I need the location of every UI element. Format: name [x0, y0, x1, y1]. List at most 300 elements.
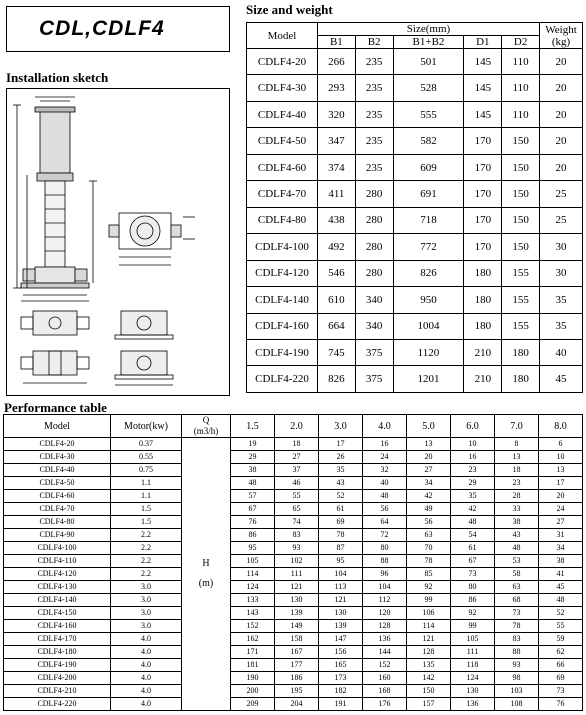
- head-value-cell: 152: [231, 620, 275, 633]
- head-value-cell: 29: [231, 451, 275, 464]
- value-cell: 235: [355, 49, 393, 75]
- size-subcolumn-header: B1: [318, 36, 356, 49]
- model-cell: CDLF4-60: [247, 154, 318, 180]
- table-row: [4, 451, 583, 464]
- value-cell: 1201: [393, 366, 464, 393]
- head-value-cell: 124: [451, 672, 495, 685]
- head-value-cell: 53: [495, 555, 539, 568]
- head-value-cell: 120: [363, 607, 407, 620]
- head-value-cell: 24: [539, 503, 583, 516]
- value-cell: 235: [355, 101, 393, 127]
- value-cell: 20: [540, 49, 583, 75]
- value-cell: 235: [355, 75, 393, 101]
- value-cell: 170: [464, 207, 502, 233]
- value-cell: 528: [393, 75, 464, 101]
- head-value-cell: 16: [451, 451, 495, 464]
- perf-motor-cell: 2.2: [111, 568, 182, 581]
- model-cell: CDLF4-120: [247, 260, 318, 286]
- head-value-cell: 17: [319, 438, 363, 451]
- value-cell: 150: [502, 154, 540, 180]
- head-value-cell: 93: [495, 659, 539, 672]
- head-value-cell: 48: [495, 542, 539, 555]
- perf-model-cell: CDLF4-150: [4, 607, 111, 620]
- head-value-cell: 48: [363, 490, 407, 503]
- table-row: [247, 234, 583, 260]
- table-row: [4, 490, 583, 503]
- flow-header: 8.0: [539, 415, 583, 438]
- flow-label: Q (m3/h): [182, 415, 231, 438]
- head-value-cell: 45: [539, 581, 583, 594]
- value-cell: 375: [355, 366, 393, 393]
- head-value-cell: 66: [539, 659, 583, 672]
- head-value-cell: 42: [451, 503, 495, 516]
- head-value-cell: 118: [451, 659, 495, 672]
- head-value-cell: 19: [231, 438, 275, 451]
- value-cell: 210: [464, 339, 502, 365]
- value-cell: 610: [318, 287, 356, 313]
- head-value-cell: 23: [495, 477, 539, 490]
- head-value-cell: 104: [319, 568, 363, 581]
- head-value-cell: 136: [363, 633, 407, 646]
- model-cell: CDLF4-20: [247, 49, 318, 75]
- head-value-cell: 105: [231, 555, 275, 568]
- size-subcolumn-header: D1: [464, 36, 502, 49]
- table-row: [4, 633, 583, 646]
- head-value-cell: 142: [407, 672, 451, 685]
- head-value-cell: 92: [451, 607, 495, 620]
- value-cell: 826: [318, 366, 356, 393]
- value-cell: 35: [540, 287, 583, 313]
- value-cell: 40: [540, 339, 583, 365]
- perf-motor-cell: 2.2: [111, 555, 182, 568]
- value-cell: 180: [502, 339, 540, 365]
- head-value-cell: 92: [407, 581, 451, 594]
- perf-model-cell: CDLF4-190: [4, 659, 111, 672]
- head-value-cell: 43: [319, 477, 363, 490]
- head-value-cell: 20: [407, 451, 451, 464]
- value-cell: 35: [540, 313, 583, 339]
- value-cell: 110: [502, 101, 540, 127]
- value-cell: 826: [393, 260, 464, 286]
- value-cell: 150: [502, 128, 540, 154]
- value-cell: 30: [540, 260, 583, 286]
- head-value-cell: 130: [275, 594, 319, 607]
- head-value-cell: 162: [231, 633, 275, 646]
- head-value-cell: 85: [407, 568, 451, 581]
- performance-table-heading: Performance table: [4, 400, 107, 415]
- head-value-cell: 165: [319, 659, 363, 672]
- head-value-cell: 27: [539, 516, 583, 529]
- head-value-cell: 38: [539, 555, 583, 568]
- head-value-cell: 78: [407, 555, 451, 568]
- model-cell: CDLF4-220: [247, 366, 318, 393]
- perf-model-cell: CDLF4-40: [4, 464, 111, 477]
- head-value-cell: 186: [275, 672, 319, 685]
- head-value-cell: 204: [275, 698, 319, 711]
- size-subcolumn-header: B1+B2: [393, 36, 464, 49]
- head-value-cell: 121: [319, 594, 363, 607]
- value-cell: 180: [502, 366, 540, 393]
- head-value-cell: 58: [495, 568, 539, 581]
- head-value-cell: 121: [275, 581, 319, 594]
- value-cell: 20: [540, 154, 583, 180]
- value-cell: 20: [540, 101, 583, 127]
- head-value-cell: 171: [231, 646, 275, 659]
- value-cell: 320: [318, 101, 356, 127]
- model-cell: CDLF4-40: [247, 101, 318, 127]
- perf-model-cell: CDLF4-100: [4, 542, 111, 555]
- head-value-cell: 209: [231, 698, 275, 711]
- size-subcolumn-header: B2: [355, 36, 393, 49]
- head-value-cell: 80: [363, 542, 407, 555]
- perf-model-cell: CDLF4-170: [4, 633, 111, 646]
- head-value-cell: 111: [451, 646, 495, 659]
- table-row: [4, 568, 583, 581]
- head-value-cell: 29: [451, 477, 495, 490]
- value-cell: 280: [355, 181, 393, 207]
- perf-model-cell: CDLF4-30: [4, 451, 111, 464]
- value-cell: 30: [540, 234, 583, 260]
- head-value-cell: 73: [495, 607, 539, 620]
- head-value-cell: 87: [319, 542, 363, 555]
- perf-model-cell: CDLF4-200: [4, 672, 111, 685]
- head-value-cell: 20: [539, 490, 583, 503]
- perf-model-cell: CDLF4-210: [4, 685, 111, 698]
- head-value-cell: 28: [495, 490, 539, 503]
- value-cell: 145: [464, 75, 502, 101]
- value-cell: 340: [355, 313, 393, 339]
- head-value-cell: 167: [275, 646, 319, 659]
- head-value-cell: 16: [363, 438, 407, 451]
- table-row: [247, 339, 583, 365]
- head-value-cell: 55: [539, 620, 583, 633]
- head-value-cell: 177: [275, 659, 319, 672]
- perf-model-cell: CDLF4-110: [4, 555, 111, 568]
- head-value-cell: 57: [231, 490, 275, 503]
- head-value-cell: 106: [407, 607, 451, 620]
- head-value-cell: 88: [495, 646, 539, 659]
- head-value-cell: 168: [363, 685, 407, 698]
- perf-motor-cell: 3.0: [111, 607, 182, 620]
- head-value-cell: 83: [495, 633, 539, 646]
- value-cell: 150: [502, 234, 540, 260]
- value-cell: 25: [540, 181, 583, 207]
- model-cell: CDLF4-50: [247, 128, 318, 154]
- value-cell: 180: [464, 260, 502, 286]
- perf-model-cell: CDLF4-140: [4, 594, 111, 607]
- head-value-cell: 108: [495, 698, 539, 711]
- head-value-cell: 74: [275, 516, 319, 529]
- head-value-cell: 33: [495, 503, 539, 516]
- head-value-cell: 52: [319, 490, 363, 503]
- head-value-cell: 99: [451, 620, 495, 633]
- table-row: [4, 438, 583, 451]
- table-row: [247, 366, 583, 393]
- head-value-cell: 27: [275, 451, 319, 464]
- head-value-cell: 49: [407, 503, 451, 516]
- table-row: [247, 154, 583, 180]
- head-value-cell: 67: [451, 555, 495, 568]
- value-cell: 546: [318, 260, 356, 286]
- value-cell: 25: [540, 207, 583, 233]
- installation-sketch-heading: Installation sketch: [6, 70, 109, 85]
- head-value-cell: 61: [319, 503, 363, 516]
- table-row: [4, 516, 583, 529]
- head-value-cell: 63: [407, 529, 451, 542]
- head-value-cell: 96: [363, 568, 407, 581]
- table-row: [4, 555, 583, 568]
- head-value-cell: 114: [407, 620, 451, 633]
- model-cell: CDLF4-160: [247, 313, 318, 339]
- value-cell: 110: [502, 49, 540, 75]
- head-value-cell: 200: [231, 685, 275, 698]
- head-value-cell: 157: [407, 698, 451, 711]
- head-value-cell: 62: [539, 646, 583, 659]
- head-value-cell: 149: [275, 620, 319, 633]
- table-row: [4, 581, 583, 594]
- perf-motor-cell: 3.0: [111, 620, 182, 633]
- value-cell: 280: [355, 234, 393, 260]
- value-cell: 145: [464, 49, 502, 75]
- head-value-cell: 68: [495, 594, 539, 607]
- head-value-cell: 69: [319, 516, 363, 529]
- perf-model-cell: CDLF4-60: [4, 490, 111, 503]
- perf-motor-cell: 2.2: [111, 542, 182, 555]
- head-value-cell: 76: [539, 698, 583, 711]
- head-value-cell: 139: [319, 620, 363, 633]
- table-row: [4, 594, 583, 607]
- table-row: [247, 207, 583, 233]
- perf-motor-cell: 4.0: [111, 633, 182, 646]
- perf-model-cell: CDLF4-20: [4, 438, 111, 451]
- performance-table: [3, 414, 583, 711]
- model-cell: CDLF4-100: [247, 234, 318, 260]
- head-label: H (m): [182, 438, 231, 711]
- value-cell: 280: [355, 207, 393, 233]
- head-value-cell: 111: [275, 568, 319, 581]
- perf-motor-cell: 0.75: [111, 464, 182, 477]
- model-cell: CDLF4-80: [247, 207, 318, 233]
- head-value-cell: 72: [363, 529, 407, 542]
- head-value-cell: 6: [539, 438, 583, 451]
- perf-motor-cell: 2.2: [111, 529, 182, 542]
- value-cell: 340: [355, 287, 393, 313]
- head-value-cell: 104: [363, 581, 407, 594]
- value-cell: 170: [464, 181, 502, 207]
- head-value-cell: 99: [407, 594, 451, 607]
- model-cell: CDLF4-30: [247, 75, 318, 101]
- table-row: [247, 101, 583, 127]
- head-value-cell: 38: [495, 516, 539, 529]
- head-value-cell: 73: [539, 685, 583, 698]
- table-row: [4, 646, 583, 659]
- perf-model-cell: CDLF4-220: [4, 698, 111, 711]
- perf-model-cell: CDLF4-90: [4, 529, 111, 542]
- head-value-cell: 86: [231, 529, 275, 542]
- flow-header: 3.0: [319, 415, 363, 438]
- table-row: [4, 503, 583, 516]
- value-cell: 772: [393, 234, 464, 260]
- head-value-cell: 121: [407, 633, 451, 646]
- head-value-cell: 143: [231, 607, 275, 620]
- perf-motor-cell: 4.0: [111, 698, 182, 711]
- value-cell: 235: [355, 128, 393, 154]
- size-column-header: Size(mm): [318, 23, 540, 36]
- head-value-cell: 150: [407, 685, 451, 698]
- head-value-cell: 160: [363, 672, 407, 685]
- size-weight-table: [246, 22, 583, 393]
- head-value-cell: 83: [275, 529, 319, 542]
- head-value-cell: 42: [407, 490, 451, 503]
- perf-motor-cell: 3.0: [111, 581, 182, 594]
- head-value-cell: 93: [275, 542, 319, 555]
- table-row: [247, 128, 583, 154]
- value-cell: 691: [393, 181, 464, 207]
- value-cell: 266: [318, 49, 356, 75]
- perf-model-cell: CDLF4-180: [4, 646, 111, 659]
- head-value-cell: 18: [495, 464, 539, 477]
- head-value-cell: 48: [451, 516, 495, 529]
- value-cell: 1004: [393, 313, 464, 339]
- value-cell: 411: [318, 181, 356, 207]
- head-value-cell: 18: [275, 438, 319, 451]
- value-cell: 501: [393, 49, 464, 75]
- table-row: [247, 287, 583, 313]
- value-cell: 155: [502, 287, 540, 313]
- head-value-cell: 173: [319, 672, 363, 685]
- head-value-cell: 95: [231, 542, 275, 555]
- value-cell: 210: [464, 366, 502, 393]
- head-value-cell: 139: [275, 607, 319, 620]
- value-cell: 110: [502, 75, 540, 101]
- head-value-cell: 52: [539, 607, 583, 620]
- head-value-cell: 190: [231, 672, 275, 685]
- value-cell: 150: [502, 207, 540, 233]
- head-value-cell: 38: [231, 464, 275, 477]
- head-value-cell: 61: [451, 542, 495, 555]
- perf-model-cell: CDLF4-50: [4, 477, 111, 490]
- head-value-cell: 105: [451, 633, 495, 646]
- head-value-cell: 73: [451, 568, 495, 581]
- head-value-cell: 130: [451, 685, 495, 698]
- value-cell: 20: [540, 75, 583, 101]
- value-cell: 745: [318, 339, 356, 365]
- head-value-cell: 124: [231, 581, 275, 594]
- value-cell: 609: [393, 154, 464, 180]
- value-cell: 280: [355, 260, 393, 286]
- head-value-cell: 13: [407, 438, 451, 451]
- head-value-cell: 32: [363, 464, 407, 477]
- head-value-cell: 48: [231, 477, 275, 490]
- head-value-cell: 67: [231, 503, 275, 516]
- head-value-cell: 158: [275, 633, 319, 646]
- table-row: [4, 685, 583, 698]
- value-cell: 374: [318, 154, 356, 180]
- value-cell: 170: [464, 234, 502, 260]
- head-value-cell: 34: [407, 477, 451, 490]
- head-value-cell: 182: [319, 685, 363, 698]
- head-value-cell: 102: [275, 555, 319, 568]
- value-cell: 375: [355, 339, 393, 365]
- perf-motor-cell: 3.0: [111, 594, 182, 607]
- flow-header: 7.0: [495, 415, 539, 438]
- head-value-cell: 144: [363, 646, 407, 659]
- value-cell: 718: [393, 207, 464, 233]
- table-row: [247, 181, 583, 207]
- head-value-cell: 64: [363, 516, 407, 529]
- size-subcolumn-header: D2: [502, 36, 540, 49]
- head-value-cell: 147: [319, 633, 363, 646]
- value-cell: 347: [318, 128, 356, 154]
- value-cell: 155: [502, 313, 540, 339]
- head-value-cell: 135: [407, 659, 451, 672]
- table-row: [247, 75, 583, 101]
- value-cell: 45: [540, 366, 583, 393]
- head-value-cell: 86: [451, 594, 495, 607]
- perf-motor-cell: 4.0: [111, 646, 182, 659]
- perf-motor-cell: 1.5: [111, 516, 182, 529]
- head-value-cell: 69: [539, 672, 583, 685]
- head-value-cell: 35: [319, 464, 363, 477]
- head-value-cell: 34: [539, 542, 583, 555]
- head-value-cell: 10: [451, 438, 495, 451]
- head-value-cell: 63: [495, 581, 539, 594]
- perf-motor-cell: 1.1: [111, 490, 182, 503]
- perf-model-cell: CDLF4-160: [4, 620, 111, 633]
- value-cell: 170: [464, 154, 502, 180]
- perf-motor-cell: 4.0: [111, 659, 182, 672]
- table-row: [4, 477, 583, 490]
- head-value-cell: 133: [231, 594, 275, 607]
- head-value-cell: 10: [539, 451, 583, 464]
- head-value-cell: 17: [539, 477, 583, 490]
- head-value-cell: 130: [319, 607, 363, 620]
- head-value-cell: 35: [451, 490, 495, 503]
- head-value-cell: 8: [495, 438, 539, 451]
- head-value-cell: 114: [231, 568, 275, 581]
- table-row: [247, 260, 583, 286]
- perf-model-cell: CDLF4-70: [4, 503, 111, 516]
- value-cell: 664: [318, 313, 356, 339]
- head-value-cell: 41: [539, 568, 583, 581]
- head-value-cell: 56: [407, 516, 451, 529]
- head-value-cell: 13: [539, 464, 583, 477]
- perf-motor-cell: 1.5: [111, 503, 182, 516]
- perf-motor-header: Motor(kw): [111, 415, 182, 438]
- model-cell: CDLF4-190: [247, 339, 318, 365]
- value-cell: 235: [355, 154, 393, 180]
- head-value-cell: 176: [363, 698, 407, 711]
- head-value-cell: 26: [319, 451, 363, 464]
- flow-header: 1.5: [231, 415, 275, 438]
- perf-model-header: Model: [4, 415, 111, 438]
- value-cell: 145: [464, 101, 502, 127]
- head-value-cell: 24: [363, 451, 407, 464]
- head-value-cell: 103: [495, 685, 539, 698]
- perf-model-cell: CDLF4-120: [4, 568, 111, 581]
- head-value-cell: 65: [275, 503, 319, 516]
- head-value-cell: 98: [495, 672, 539, 685]
- head-value-cell: 40: [363, 477, 407, 490]
- head-value-cell: 43: [495, 529, 539, 542]
- flow-header: 5.0: [407, 415, 451, 438]
- head-value-cell: 56: [363, 503, 407, 516]
- table-row: [4, 542, 583, 555]
- value-cell: 438: [318, 207, 356, 233]
- head-value-cell: 181: [231, 659, 275, 672]
- head-value-cell: 23: [451, 464, 495, 477]
- value-cell: 950: [393, 287, 464, 313]
